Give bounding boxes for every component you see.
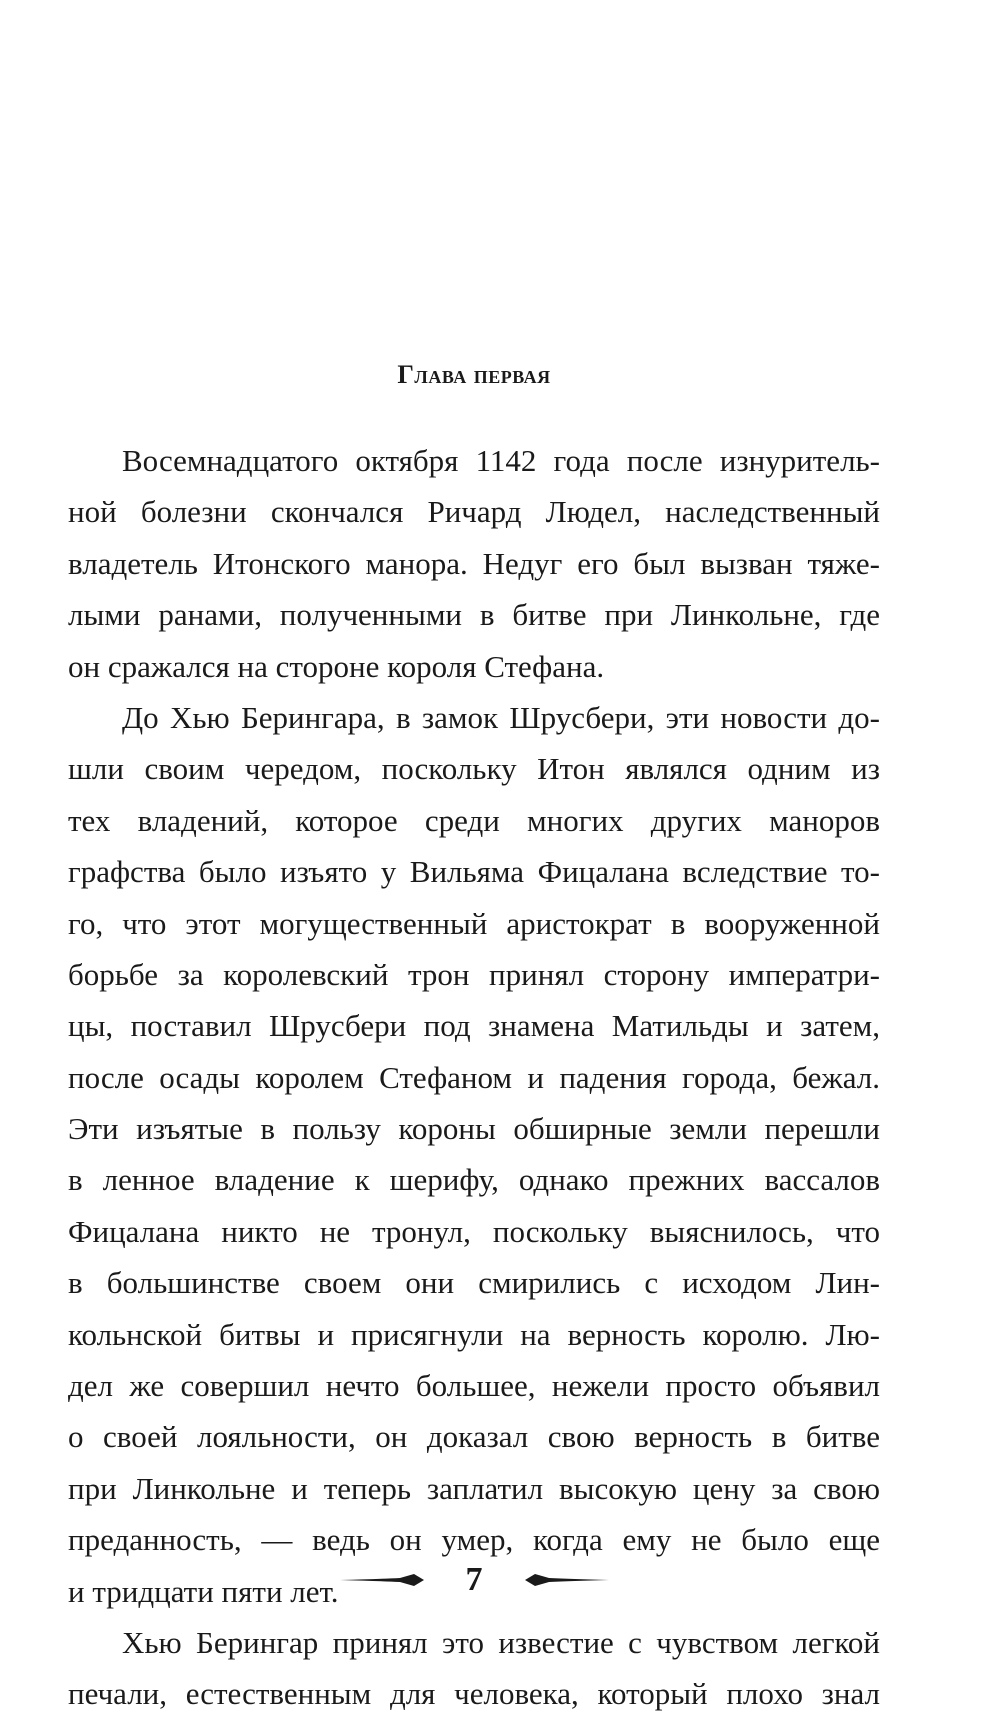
text-line: Хью Берингар принял это известие с чувством легкой <box>122 1624 880 1660</box>
text-line: о своей лояльности, он доказал свою верность в битве <box>68 1419 880 1455</box>
text-line: и тридцати пяти лет. <box>68 1573 339 1609</box>
right-ornament-icon <box>523 1570 611 1590</box>
text-line: после осады королем Стефаном и падения города, бежал. <box>68 1059 880 1095</box>
text-line: в ленное владение к шерифу, однако прежних вассалов <box>68 1162 880 1198</box>
text-line: кольнской битвы и присягнули на верность королю. Лю- <box>68 1316 880 1352</box>
text-line: Восемнадцатого октября 1142 года после изнуритель- <box>122 443 880 478</box>
page-number: 7 <box>465 1561 483 1598</box>
left-ornament-icon <box>338 1570 426 1590</box>
chapter-title: Глава первая <box>397 360 551 389</box>
text-line: До Хью Берингара, в замок Шрусбери, эти новости до- <box>122 699 880 735</box>
text-line: в большинстве своем они смирились с исходом Лин- <box>68 1265 880 1301</box>
text-line: ной болезни скончался Ричард Людел, наследственный <box>68 494 880 530</box>
text-line: он сражался на стороне короля Стефана. <box>68 648 605 684</box>
text-line: тех владений, которое среди многих других маноров <box>68 802 880 838</box>
text-line: борьбе за королевский трон принял сторону императри- <box>68 956 880 992</box>
text-line: Фицалана никто не тронул, поскольку выяснилось, что <box>68 1213 880 1249</box>
text-line: преданность, — ведь он умер, когда ему не было еще <box>68 1522 880 1558</box>
text-line: графства было изъято у Вильяма Фицалана вследствие то- <box>68 854 880 890</box>
text-line: лыми ранами, полученными в битве при Линкольне, где <box>68 597 880 633</box>
text-line: го, что этот могущественный аристократ в вооруженной <box>68 905 880 941</box>
text-line: Эти изъятые в пользу короны обширные земли перешли <box>68 1111 880 1147</box>
text-line: владетель Итонского манора. Недуг его был вызван тяже- <box>68 545 880 581</box>
text-line: при Линкольне и теперь заплатил высокую цену за свою <box>68 1470 880 1506</box>
text-line: дел же совершил нечто большее, нежели просто объявил <box>68 1368 880 1404</box>
text-line: цы, поставил Шрусбери под знамена Матильды и затем, <box>68 1008 880 1044</box>
page-footer <box>0 1550 948 1610</box>
text-line: шли своим чередом, поскольку Итон являлся одним из <box>68 751 880 787</box>
text-line: печали, естественным для человека, который плохо знал <box>68 1676 880 1712</box>
body-text <box>68 435 880 1720</box>
